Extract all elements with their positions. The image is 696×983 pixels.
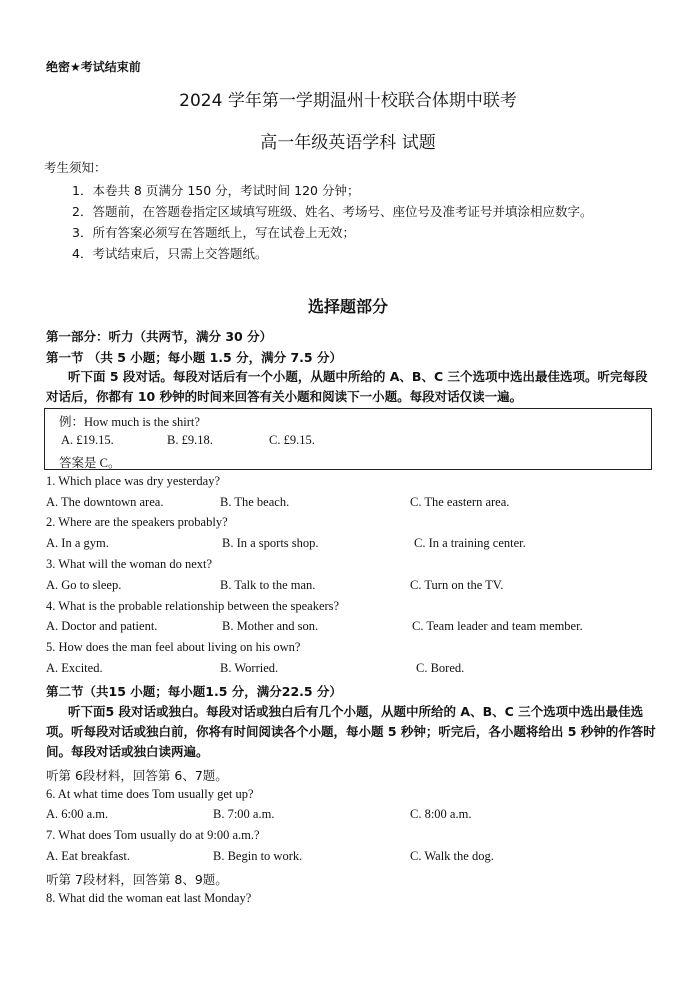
section2-title: 第二节（共15 小题；每小题1.5 分，满分22.5 分） <box>46 684 342 699</box>
exam-subtitle: 高一年级英语学科 试题 <box>260 133 436 153</box>
q7-option-c: C. Walk the dog. <box>410 849 494 863</box>
notice-item: 3．所有答案必须写在答题纸上，写在试卷上无效； <box>72 225 355 240</box>
example-answer: 答案是 C。 <box>59 456 121 470</box>
question-1: 1. Which place was dry yesterday? <box>46 474 221 488</box>
question-3: 3. What will the woman do next? <box>46 557 213 571</box>
q3-option-a: A. Go to sleep. <box>46 578 122 592</box>
example-question: 例：How much is the shirt? <box>59 415 200 429</box>
q6-option-a: A. 6:00 a.m. <box>46 807 109 821</box>
q6-option-b: B. 7:00 a.m. <box>213 807 275 821</box>
example-box <box>44 408 652 470</box>
q1-option-c: C. The eastern area. <box>410 495 510 509</box>
question-5: 5. How does the man feel about living on his own? <box>46 640 301 654</box>
section-title: 选择题部分 <box>307 297 388 316</box>
material-6-label: 听第 6段材料，回答第 6、7题。 <box>46 768 228 783</box>
confidential-label: 绝密★考试结束前 <box>46 60 141 74</box>
part1-title: 第一部分：听力（共两节，满分 30 分） <box>46 329 273 344</box>
q2-option-b: B. In a sports shop. <box>222 536 319 550</box>
q4-option-b: B. Mother and son. <box>222 619 319 633</box>
section1-title: 第一节 （共 5 小题；每小题 1.5 分，满分 7.5 分） <box>46 350 342 365</box>
question-2: 2. Where are the speakers probably? <box>46 515 228 529</box>
q5-option-c: C. Bored. <box>416 661 465 675</box>
example-option-a: A. £19.15. <box>61 433 114 447</box>
section2-instructions: 听下面5 段对话或独白。每段对话或独白后有几个小题，从题中所给的 A、B、C 三个选项中选出最佳选项。听每段对话或独白前，你将有时间阅读各个小题，每小题 5 秒钟；听完后，各小题将给出 5 秒钟的作答时间。每段对话或独白读两遍。 <box>46 704 656 759</box>
q5-option-b: B. Worried. <box>220 661 279 675</box>
q7-option-a: A. Eat breakfast. <box>46 849 130 863</box>
q6-option-c: C. 8:00 a.m. <box>410 807 472 821</box>
question-6: 6. At what time does Tom usually get up? <box>46 787 254 801</box>
notice-item: 2．答题前，在答题卷指定区域填写班级、姓名、考场号、座位号及准考证号并填涂相应数字。 <box>72 204 593 219</box>
q2-option-a: A. In a gym. <box>46 536 109 550</box>
notice-item: 1．本卷共 8 页满分 150 分，考试时间 120 分钟； <box>72 183 360 198</box>
q3-option-b: B. Talk to the man. <box>220 578 316 592</box>
notice-heading: 考生须知： <box>44 160 107 175</box>
example-option-b: B. £9.18. <box>167 433 213 447</box>
section1-instructions: 听下面 5 段对话。每段对话后有一个小题，从题中所给的 A、B、C 三个选项中选出最佳选项。听完每段对话后，你都有 10 秒钟的时间来回答有关小题和阅读下一小题。每段对话仅读一遍。 <box>46 369 648 404</box>
question-4: 4. What is the probable relationship between the speakers? <box>46 599 340 613</box>
notice-item: 4．考试结束后，只需上交答题纸。 <box>72 246 268 261</box>
q2-option-c: C. In a training center. <box>414 536 526 550</box>
q4-option-a: A. Doctor and patient. <box>46 619 158 633</box>
exam-title: 2024 学年第一学期温州十校联合体期中联考 <box>179 91 517 111</box>
example-option-c: C. £9.15. <box>269 433 315 447</box>
q1-option-a: A. The downtown area. <box>46 495 164 509</box>
q5-option-a: A. Excited. <box>46 661 103 675</box>
question-7: 7. What does Tom usually do at 9:00 a.m.? <box>46 828 260 842</box>
question-8: 8. What did the woman eat last Monday? <box>46 891 252 905</box>
q7-option-b: B. Begin to work. <box>213 849 303 863</box>
q4-option-c: C. Team leader and team member. <box>412 619 583 633</box>
q3-option-c: C. Turn on the TV. <box>410 578 504 592</box>
q1-option-b: B. The beach. <box>220 495 290 509</box>
material-7-label: 听第 7段材料，回答第 8、9题。 <box>46 872 228 887</box>
